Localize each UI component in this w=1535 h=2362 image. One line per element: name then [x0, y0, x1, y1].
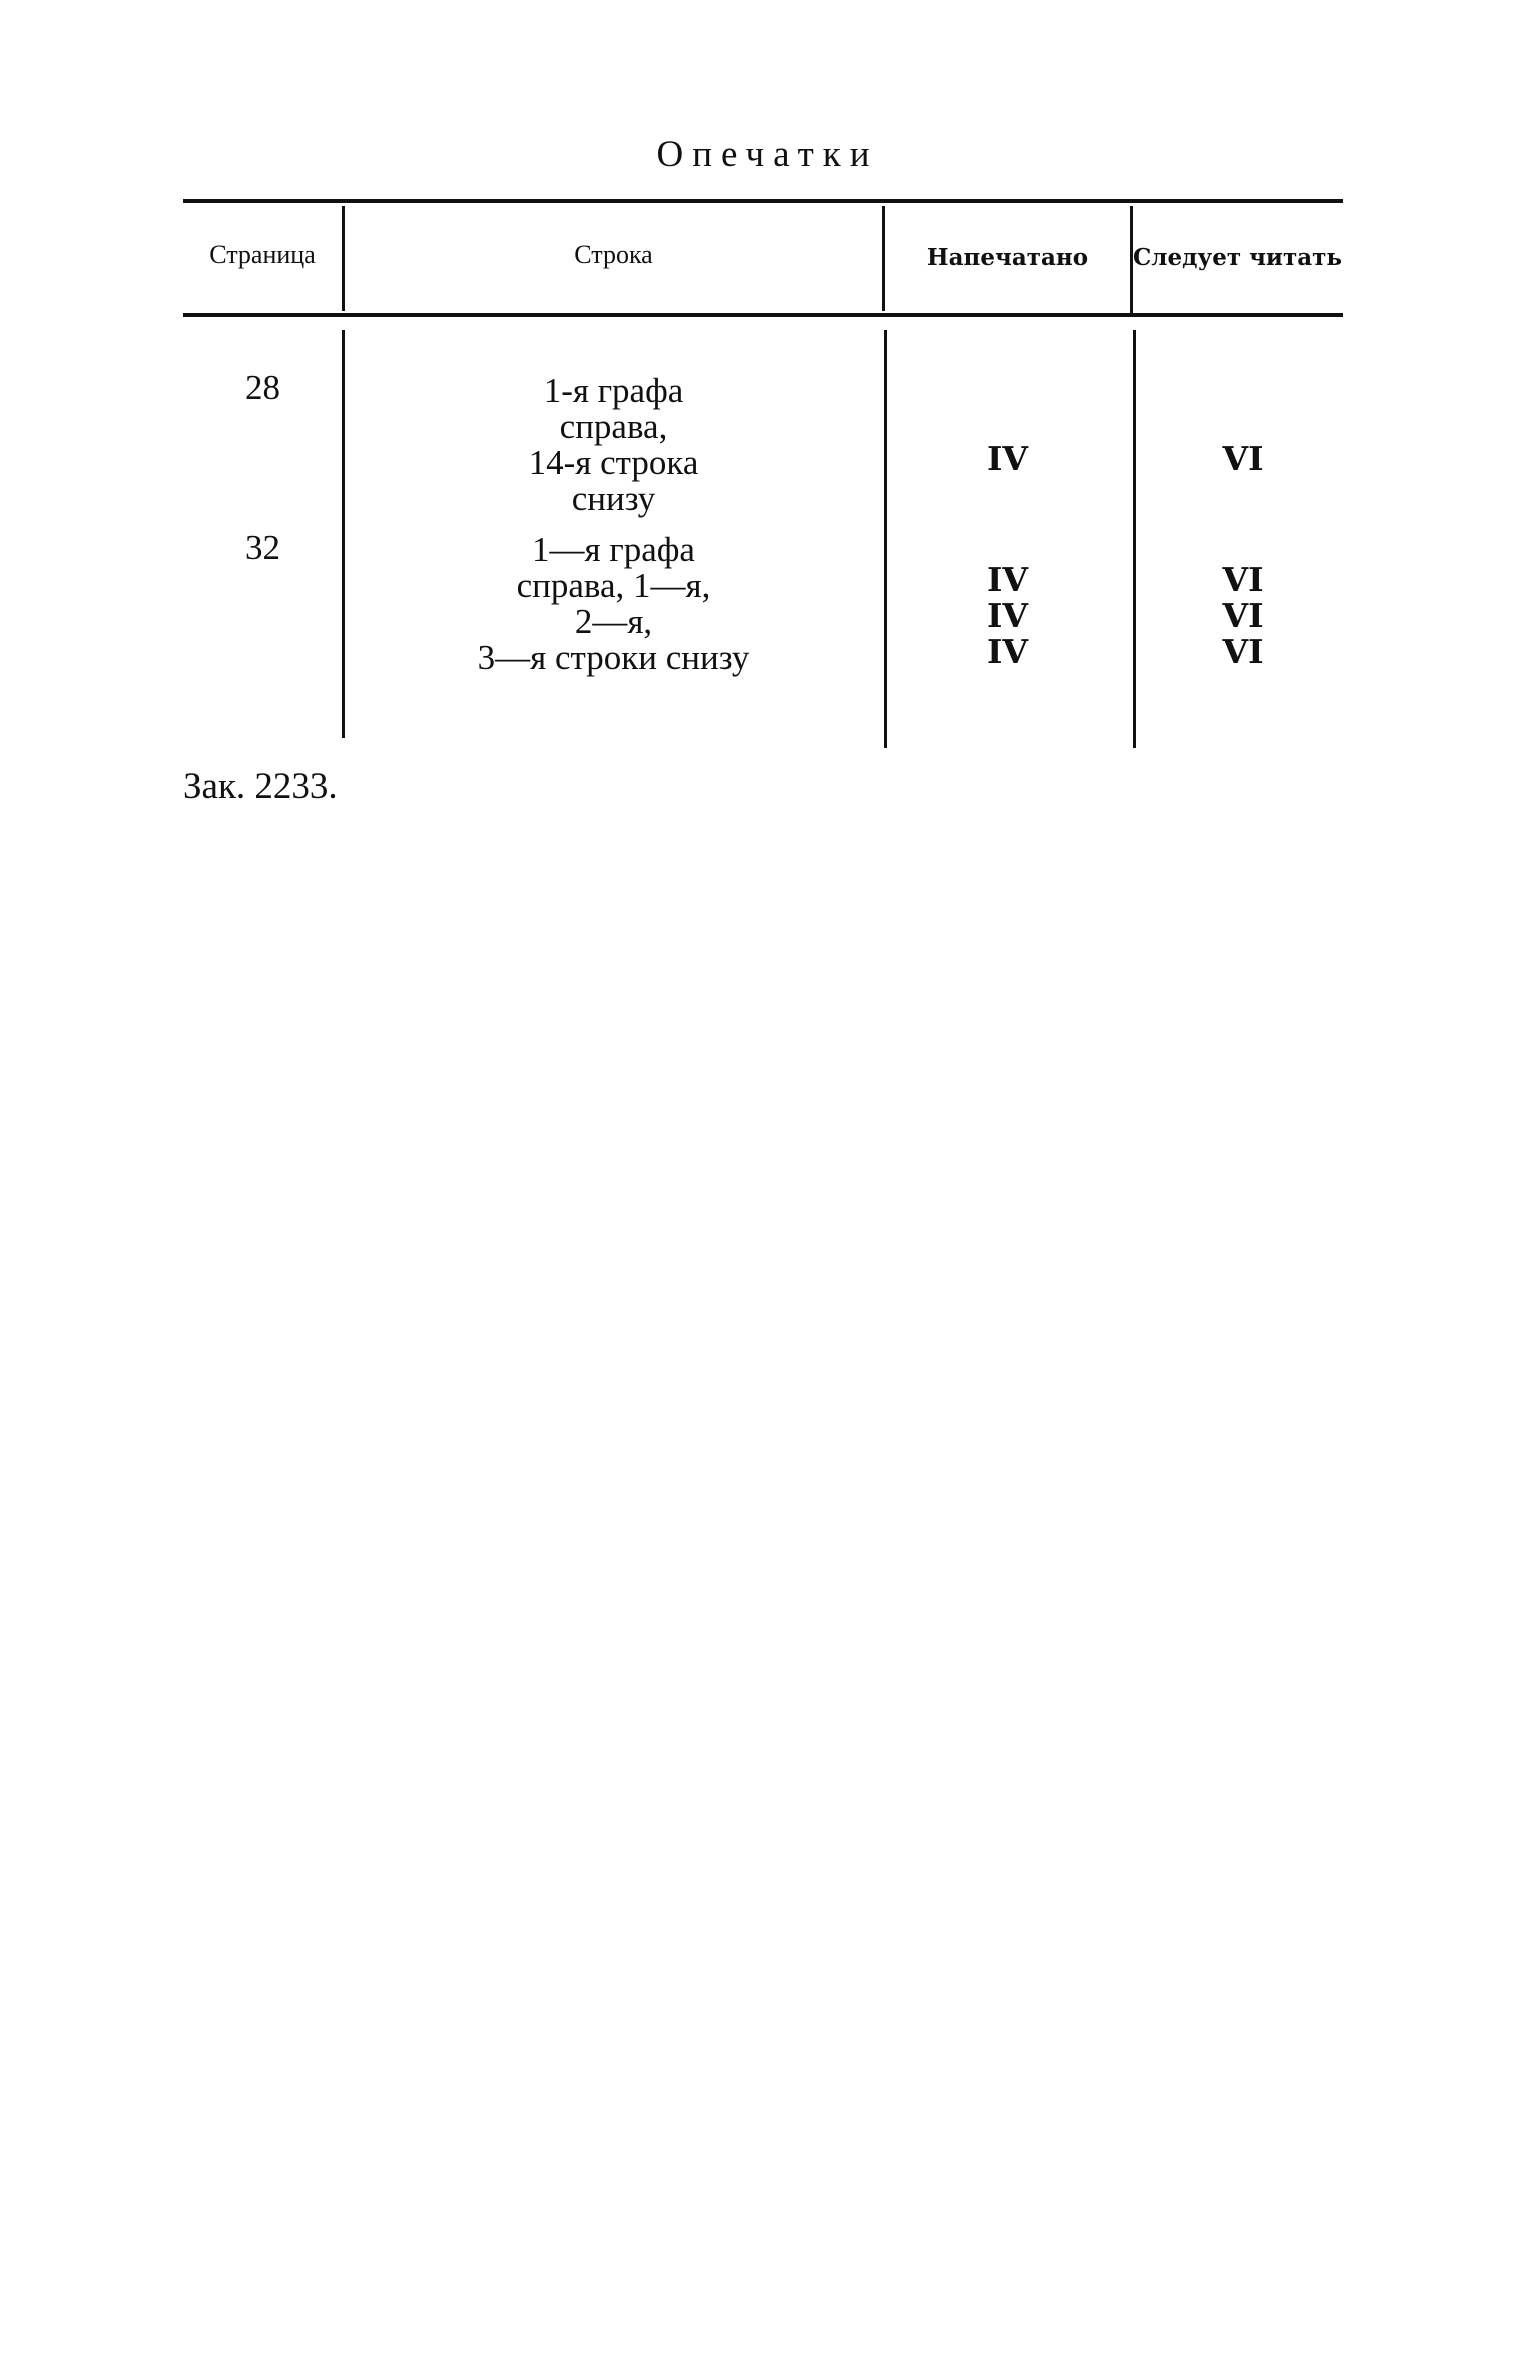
- printed-value: IV: [986, 439, 1029, 478]
- printed-value: IV: [986, 596, 1029, 635]
- order-number: Зак. 2233.: [183, 766, 338, 807]
- should-read-value: VI: [1222, 596, 1264, 635]
- line-ref: справа,: [559, 407, 668, 446]
- column-divider: [1133, 330, 1136, 748]
- page-number: 28: [245, 368, 280, 407]
- table-top-rule: [183, 199, 1343, 203]
- line-ref: 3—я строки снизу: [477, 638, 750, 677]
- page-title: Опечатки: [656, 134, 879, 175]
- table-header-rule: [183, 313, 1343, 317]
- header-printed: Напечатано: [926, 244, 1089, 271]
- line-ref: снизу: [571, 479, 656, 518]
- header-line: Строка: [574, 240, 653, 269]
- header-page: Страница: [209, 240, 316, 269]
- should-read-value: VI: [1222, 632, 1264, 671]
- page-number: 32: [245, 528, 280, 567]
- line-ref: 1—я графа: [532, 530, 695, 569]
- should-read-value: VI: [1222, 560, 1264, 599]
- header-should-read: Следует читать: [1133, 244, 1343, 271]
- printed-value: IV: [986, 632, 1029, 671]
- line-ref: 2—я,: [574, 602, 653, 641]
- line-ref: 14-я строка: [528, 443, 699, 482]
- line-ref: справа, 1—я,: [516, 566, 711, 605]
- printed-value: IV: [986, 560, 1029, 599]
- should-read-value: VI: [1222, 439, 1264, 478]
- column-divider: [884, 330, 887, 748]
- line-ref: 1-я графа: [543, 371, 684, 410]
